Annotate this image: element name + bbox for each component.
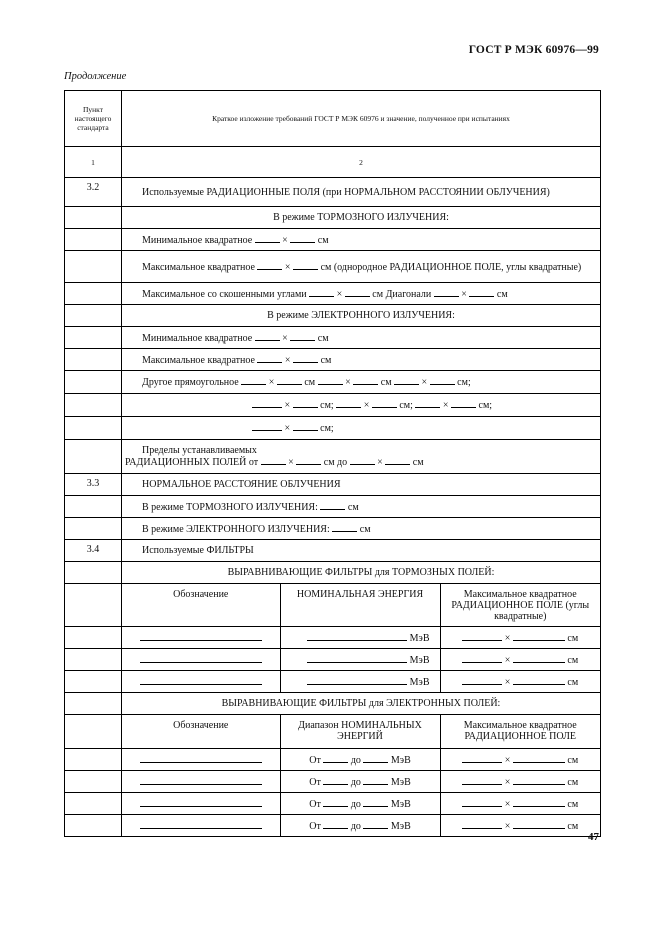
brems-filters-table	[122, 584, 601, 627]
unit-label: см	[380, 377, 392, 388]
times-sign: ×	[504, 754, 511, 766]
unit-label: МэВ	[390, 798, 411, 810]
unit-label: см	[317, 332, 329, 344]
blank-field[interactable]	[363, 754, 388, 763]
blank-field[interactable]	[277, 376, 302, 385]
table-row	[65, 749, 601, 771]
times-sign: ×	[268, 377, 275, 388]
energy-range-cell	[280, 749, 440, 770]
blank-field[interactable]	[290, 234, 315, 243]
filter-row	[122, 815, 601, 837]
col-energy-range: Диапазон НОМИНАЛЬНЫХ ЭНЕРГИЙ	[280, 715, 440, 748]
unit-label: см	[567, 654, 579, 666]
field-label: Другое прямоугольное	[142, 377, 239, 388]
unit-label: см;	[457, 377, 471, 388]
times-sign: ×	[284, 261, 291, 273]
blank-field[interactable]	[513, 798, 565, 807]
header-clause-number: Пункт настоящего стандарта	[65, 91, 122, 147]
table-column-numbers	[65, 147, 601, 178]
subsection-heading: ВЫРАВНИВАЮЩИЕ ФИЛЬТРЫ для ЭЛЕКТРОННЫХ ПОЛЕЙ:	[122, 693, 601, 715]
times-sign: ×	[288, 457, 294, 468]
energy-range-cell	[280, 815, 440, 836]
energy-range-cell	[280, 771, 440, 792]
blank-field[interactable]	[513, 654, 565, 663]
table-row	[65, 394, 601, 417]
unit-label: см;	[320, 400, 334, 411]
table-row	[65, 671, 601, 693]
field-size-cell	[440, 749, 600, 770]
blank-field[interactable]	[462, 776, 502, 785]
section-title: Используемые РАДИАЦИОННЫЕ ПОЛЯ (при НОРМАЛЬНОМ РАССТОЯНИИ ОБЛУЧЕНИЯ)	[122, 178, 601, 207]
energy-cell	[280, 671, 440, 692]
blank-field[interactable]	[434, 288, 459, 297]
filter-row	[122, 671, 601, 693]
table-row	[65, 371, 601, 394]
unit-label: см	[567, 632, 579, 644]
col-max-square-field: Максимальное квадратное РАДИАЦИОННОЕ ПОЛЕ	[440, 715, 600, 748]
table-row	[65, 540, 601, 562]
filter-row	[122, 749, 601, 771]
blank-field[interactable]	[323, 776, 348, 785]
section-title: Используемые ФИЛЬТРЫ	[122, 540, 601, 562]
field-size-cell	[440, 671, 600, 692]
blank-field[interactable]	[140, 754, 262, 763]
blank-field[interactable]	[513, 776, 565, 785]
blank-field[interactable]	[293, 422, 318, 431]
field-label: Максимальное со скошенными углами	[142, 288, 307, 300]
field-label: Минимальное квадратное	[142, 234, 253, 246]
field-row	[122, 327, 601, 349]
unit-label: см	[347, 501, 359, 513]
table-row	[65, 283, 601, 305]
unit-label: см	[412, 457, 424, 468]
field-size-cell	[440, 815, 600, 836]
column-number-2: 2	[122, 147, 601, 178]
blank-field[interactable]	[462, 798, 502, 807]
unit-label: см;	[320, 423, 334, 434]
blank-field[interactable]	[293, 399, 318, 408]
field-row	[122, 496, 601, 518]
blank-field[interactable]	[363, 776, 388, 785]
table-row	[65, 305, 601, 327]
energy-cell	[280, 649, 440, 670]
blank-field[interactable]	[513, 676, 565, 685]
unit-label: МэВ	[409, 654, 430, 666]
blank-field[interactable]	[513, 754, 565, 763]
blank-field[interactable]	[469, 288, 494, 297]
unit-label: см	[567, 676, 579, 688]
table-row	[65, 562, 601, 584]
field-row	[122, 440, 601, 474]
unit-label: см	[317, 234, 329, 246]
filter-row	[122, 771, 601, 793]
table-row	[65, 417, 601, 440]
designation-cell	[122, 793, 280, 814]
table-row	[65, 771, 601, 793]
table-header-row	[65, 91, 601, 147]
filter-row	[122, 649, 601, 671]
designation-cell	[122, 815, 280, 836]
blank-field[interactable]	[296, 456, 321, 465]
blank-field[interactable]	[252, 399, 282, 408]
blank-field[interactable]	[415, 399, 440, 408]
times-sign: ×	[504, 776, 511, 788]
field-size-cell	[440, 627, 600, 648]
table-row	[65, 229, 601, 251]
table-row	[65, 793, 601, 815]
requirements-table	[64, 90, 601, 837]
col-designation: Обозначение	[173, 720, 229, 731]
designation-cell	[122, 749, 280, 770]
times-sign: ×	[284, 400, 291, 411]
from-label: От	[309, 798, 321, 810]
table-row	[65, 440, 601, 474]
unit-label: см	[567, 754, 579, 766]
blank-field[interactable]	[140, 654, 262, 663]
table-row	[65, 693, 601, 715]
times-sign: ×	[461, 288, 467, 300]
field-row	[122, 394, 601, 417]
clause-number: 3.2	[65, 178, 122, 207]
blank-field[interactable]	[241, 376, 266, 385]
from-label: От	[309, 776, 321, 788]
table-row	[65, 178, 601, 207]
field-label: В режиме ТОРМОЗНОГО ИЗЛУЧЕНИЯ:	[142, 501, 318, 513]
table-row	[65, 496, 601, 518]
blank-field[interactable]	[307, 676, 407, 685]
page-number: 47	[588, 831, 599, 843]
blank-field[interactable]	[140, 776, 262, 785]
field-row	[122, 371, 601, 394]
subsection-heading: ВЫРАВНИВАЮЩИЕ ФИЛЬТРЫ для ТОРМОЗНЫХ ПОЛЕЙ:	[122, 562, 601, 584]
field-size-cell	[440, 771, 600, 792]
field-row	[122, 518, 601, 540]
table-row	[65, 474, 601, 496]
filter-row	[122, 627, 601, 649]
unit-label: МэВ	[390, 754, 411, 766]
times-sign: ×	[504, 676, 511, 688]
times-sign: ×	[336, 288, 343, 300]
header-requirements: Краткое изложение требований ГОСТ Р МЭК 60976 и значение, полученное при испытаниях	[122, 91, 601, 147]
times-sign: ×	[345, 377, 351, 388]
blank-field[interactable]	[332, 523, 357, 532]
electron-filters-header	[122, 715, 600, 748]
from-label: От	[309, 820, 321, 832]
unit-label: МэВ	[390, 820, 411, 832]
blank-field[interactable]	[140, 798, 262, 807]
table-row	[65, 649, 601, 671]
blank-field[interactable]	[261, 456, 286, 465]
blank-field[interactable]	[462, 820, 502, 829]
blank-field[interactable]	[363, 798, 388, 807]
field-row	[122, 349, 601, 371]
designation-cell	[122, 771, 280, 792]
unit-label: см	[496, 288, 508, 300]
table-row	[65, 715, 601, 749]
col-designation: Обозначение	[173, 589, 229, 600]
field-row	[122, 251, 601, 283]
field-label: Минимальное квадратное	[142, 332, 253, 344]
field-size-cell	[440, 793, 600, 814]
blank-field[interactable]	[307, 632, 407, 641]
unit-label: см	[320, 354, 332, 366]
field-row	[122, 283, 601, 305]
blank-field[interactable]	[255, 234, 280, 243]
to-label: до	[350, 798, 361, 810]
table-row	[65, 815, 601, 837]
brems-filters-header	[122, 584, 600, 626]
table-row	[65, 207, 601, 229]
column-number-1: 1	[65, 147, 122, 178]
times-sign: ×	[421, 377, 428, 388]
blank-field[interactable]	[350, 456, 375, 465]
field-row	[122, 417, 601, 440]
col-max-square-field: Максимальное квадратное РАДИАЦИОННОЕ ПОЛЕ (углы квадратные)	[440, 584, 600, 626]
blank-field[interactable]	[307, 654, 407, 663]
unit-label: см	[567, 776, 579, 788]
unit-label: МэВ	[409, 632, 430, 644]
blank-field[interactable]	[451, 399, 476, 408]
designation-cell	[122, 649, 280, 670]
unit-label: см	[567, 820, 579, 832]
times-sign: ×	[377, 457, 383, 468]
document-code: ГОСТ Р МЭК 60976—99	[468, 44, 599, 56]
blank-field[interactable]	[140, 632, 262, 641]
times-sign: ×	[504, 632, 511, 644]
field-label: РАДИАЦИОННЫХ ПОЛЕЙ от	[125, 457, 259, 468]
blank-field[interactable]	[140, 676, 262, 685]
blank-field[interactable]	[309, 288, 334, 297]
times-sign: ×	[363, 400, 370, 411]
blank-field[interactable]	[290, 332, 315, 341]
field-label: В режиме ЭЛЕКТРОННОГО ИЗЛУЧЕНИЯ:	[142, 523, 330, 535]
blank-field[interactable]	[462, 676, 502, 685]
blank-field[interactable]	[513, 632, 565, 641]
col-nominal-energy: НОМИНАЛЬНАЯ ЭНЕРГИЯ	[280, 584, 440, 626]
blank-field[interactable]	[323, 798, 348, 807]
times-sign: ×	[284, 354, 291, 366]
times-sign: ×	[282, 234, 288, 246]
blank-field[interactable]	[345, 288, 370, 297]
designation-cell	[122, 671, 280, 692]
table-row	[65, 349, 601, 371]
times-sign: ×	[504, 654, 511, 666]
blank-field[interactable]	[513, 820, 565, 829]
unit-label: см	[359, 523, 371, 535]
blank-field[interactable]	[353, 376, 378, 385]
blank-field[interactable]	[257, 354, 282, 363]
blank-field[interactable]	[323, 820, 348, 829]
to-label: до	[350, 776, 361, 788]
times-sign: ×	[504, 820, 511, 832]
table-row	[65, 251, 601, 283]
table-row	[65, 518, 601, 540]
field-size-cell	[440, 649, 600, 670]
field-label: см до	[323, 457, 348, 468]
unit-label: МэВ	[409, 676, 430, 688]
blank-field[interactable]	[372, 399, 397, 408]
field-label: Максимальное квадратное	[142, 354, 255, 366]
blank-field[interactable]	[323, 754, 348, 763]
subsection-heading: В режиме ЭЛЕКТРОННОГО ИЗЛУЧЕНИЯ:	[122, 305, 601, 327]
blank-field[interactable]	[293, 354, 318, 363]
blank-field[interactable]	[336, 399, 361, 408]
blank-field[interactable]	[255, 332, 280, 341]
unit-label: см;	[478, 400, 493, 411]
blank-field[interactable]	[363, 820, 388, 829]
times-sign: ×	[284, 423, 291, 434]
blank-field[interactable]	[293, 261, 318, 270]
from-label: От	[309, 754, 321, 766]
filter-row	[122, 793, 601, 815]
table-row	[65, 584, 601, 627]
blank-field[interactable]	[140, 820, 262, 829]
times-sign: ×	[504, 798, 511, 810]
times-sign: ×	[282, 332, 288, 344]
designation-cell	[122, 627, 280, 648]
field-label: Максимальное квадратное	[142, 261, 255, 273]
section-title: НОРМАЛЬНОЕ РАССТОЯНИЕ ОБЛУЧЕНИЯ	[122, 474, 601, 496]
unit-label: см;	[399, 400, 413, 411]
blank-field[interactable]	[320, 501, 345, 510]
to-label: до	[350, 754, 361, 766]
field-row	[122, 229, 601, 251]
blank-field[interactable]	[318, 376, 343, 385]
electron-filters-table	[122, 715, 601, 749]
unit-label: см	[567, 798, 579, 810]
blank-field[interactable]	[257, 261, 282, 270]
energy-cell	[280, 627, 440, 648]
blank-field[interactable]	[385, 456, 410, 465]
clause-number: 3.3	[65, 474, 122, 496]
unit-label: см	[304, 377, 316, 388]
times-sign: ×	[442, 400, 449, 411]
blank-field[interactable]	[462, 654, 502, 663]
field-label: Диагонали	[385, 288, 432, 300]
unit-label: МэВ	[390, 776, 411, 788]
field-label: Пределы устанавливаемых	[142, 445, 257, 456]
blank-field[interactable]	[462, 754, 502, 763]
table-row	[65, 627, 601, 649]
clause-number: 3.4	[65, 540, 122, 562]
continuation-label: Продолжение	[64, 71, 127, 82]
to-label: до	[350, 820, 361, 832]
table-row	[65, 327, 601, 349]
subsection-heading: В режиме ТОРМОЗНОГО ИЗЛУЧЕНИЯ:	[122, 207, 601, 229]
unit-label: см	[372, 288, 384, 300]
energy-range-cell	[280, 793, 440, 814]
blank-field[interactable]	[394, 376, 419, 385]
blank-field[interactable]	[462, 632, 502, 641]
blank-field[interactable]	[252, 422, 282, 431]
blank-field[interactable]	[430, 376, 455, 385]
field-label-tail: см (однородное РАДИАЦИОННОЕ ПОЛЕ, углы квадратные)	[320, 261, 582, 273]
